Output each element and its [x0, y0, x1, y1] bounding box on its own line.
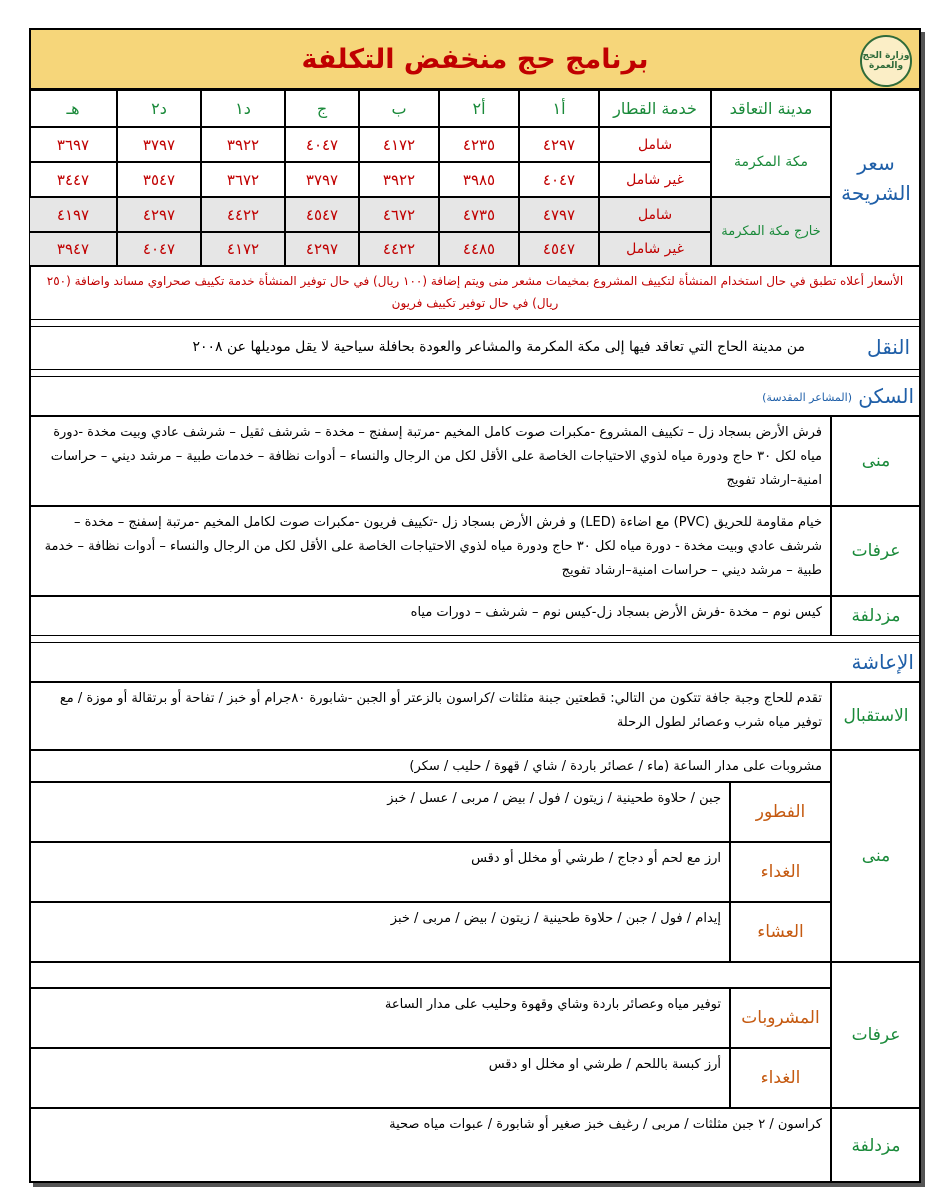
row1-a1: ٤٢٩٧ [519, 127, 599, 162]
row1-h: ٣٦٩٧ [29, 127, 117, 162]
housing-sub: (المشاعر المقدسة) [762, 391, 852, 404]
housing-place-mina: منى [831, 416, 921, 506]
row3-d1: ٤٤٢٢ [201, 197, 285, 232]
header-col-d2: د٢ [117, 90, 201, 127]
row3-h: ٤١٩٧ [29, 197, 117, 232]
row4-h: ٣٩٤٧ [29, 232, 117, 266]
row4-d1: ٤١٧٢ [201, 232, 285, 266]
housing-text-muzdalifah: كيس نوم – مخدة -فرش الأرض بسجاد زل-كيس نوم – شرشف – دورات مياه [29, 596, 831, 636]
row4-b: ٤٤٢٢ [359, 232, 439, 266]
arafat-meal-lunch-text: أرز كبسة باللحم / طرشي او مخلل او دقس [29, 1048, 730, 1108]
catering-muzdalifah-text: كراسون / ٢ جبن مثلثات / مربى / رغيف خبز صغير أو شابورة / عبوات مياه صحية [29, 1108, 831, 1183]
reception-text: تقدم للحاج وجبة جافة تتكون من التالي: قطعتين جبنة مثلثات /كراسون بالزعتر أو الجبن -شابورة ٨٠جرام أو خبز / تفاحة أو برتقالة أو موزة / مع توفير مياه شرب وعصائر لطول الرحلة [29, 682, 831, 750]
row4-a2: ٤٤٨٥ [439, 232, 519, 266]
header-col-h: هـ [29, 90, 117, 127]
row2-service: غير شامل [599, 162, 711, 197]
price-section-label: سعر الشريحة [831, 90, 921, 266]
row2-a1: ٤٠٤٧ [519, 162, 599, 197]
housing-text-mina: فرش الأرض بسجاد زل – تكييف المشروع -مكبرات صوت كامل المخيم -مرتبة إسفنج – مخدة – شرشف ثقيل – شرشف عادي وبيت مخدة -دورة مياه لكل ٣٠ حاج ودورة مياه لذوي الاحتياجات الخاصة على الأقل لكل من الرجال والنساء – أدوات نظافة – خدمات طبية – مرشد ديني – حراسات امنية–ارشاد تفويج [29, 416, 831, 506]
row3-j: ٤٥٤٧ [285, 197, 359, 232]
housing-place-muzdalifah: مزدلفة [831, 596, 921, 636]
row2-h: ٣٤٤٧ [29, 162, 117, 197]
arafat-spacer [29, 962, 831, 988]
city-makkah: مكة المكرمة [711, 127, 831, 197]
row3-a1: ٤٧٩٧ [519, 197, 599, 232]
arafat-meal-lunch-label: الغداء [730, 1048, 831, 1108]
row1-b: ٤١٧٢ [359, 127, 439, 162]
arafat-meal-drinks-text: توفير مياه وعصائر باردة وشاي وقهوة وحليب على مدار الساعة [29, 988, 730, 1048]
housing-header [29, 376, 921, 416]
mina-meal-dinner-text: إيدام / فول / جبن / حلاوة طحينية / زيتون / بيض / مربى / خبز [29, 902, 730, 962]
transport-row [29, 326, 921, 370]
row3-b: ٤٦٧٢ [359, 197, 439, 232]
catering-muzdalifah-label: مزدلفة [831, 1108, 921, 1183]
logo-text: وزارة الحج والعمرة [862, 51, 910, 71]
mina-meal-dinner-label: العشاء [730, 902, 831, 962]
page-title [29, 28, 921, 90]
header-col-d1: د١ [201, 90, 285, 127]
catering-arafat-label: عرفات [831, 962, 921, 1108]
row2-j: ٣٧٩٧ [285, 162, 359, 197]
catering-mina-label: منى [831, 750, 921, 962]
catering-header [29, 642, 921, 682]
transport-label: النقل [867, 335, 910, 359]
row1-a2: ٤٢٣٥ [439, 127, 519, 162]
arafat-meal-drinks-label: المشروبات [730, 988, 831, 1048]
header-col-a2: أ٢ [439, 90, 519, 127]
header-col-b: ب [359, 90, 439, 127]
header-col-a1: أ١ [519, 90, 599, 127]
header-col-j: ج [285, 90, 359, 127]
header-service: خدمة القطار [599, 90, 711, 127]
row1-j: ٤٠٤٧ [285, 127, 359, 162]
row2-a2: ٣٩٨٥ [439, 162, 519, 197]
city-outside-makkah: خارج مكة المكرمة [711, 197, 831, 266]
ministry-logo [860, 35, 912, 87]
row4-j: ٤٢٩٧ [285, 232, 359, 266]
mina-meal-breakfast-text: جبن / حلاوة طحينية / زيتون / فول / بيض / مربى / عسل / خبز [29, 782, 730, 842]
price-note: الأسعار أعلاه تطبق في حال استخدام المنشأة لتكييف المشروع بمخيمات مشعر منى ويتم إضافة (١٠٠ ريال) في حال توفير المنشأة خدمة تكييف صحراوي مساند واضافة (٢٥٠ ريال) في حال توفير تكييف فريون [29, 266, 921, 320]
row1-d2: ٣٧٩٧ [117, 127, 201, 162]
header-city: مدينة التعاقد [711, 90, 831, 127]
housing-place-arafat: عرفات [831, 506, 921, 596]
row1-d1: ٣٩٢٢ [201, 127, 285, 162]
row4-a1: ٤٥٤٧ [519, 232, 599, 266]
row2-d1: ٣٦٧٢ [201, 162, 285, 197]
row1-service: شامل [599, 127, 711, 162]
mina-meal-lunch-label: الغداء [730, 842, 831, 902]
row4-service: غير شامل [599, 232, 711, 266]
page-title-text: برنامج حج منخفض التكلفة [301, 43, 649, 75]
row3-a2: ٤٧٣٥ [439, 197, 519, 232]
row3-d2: ٤٢٩٧ [117, 197, 201, 232]
mina-meal-breakfast-label: الفطور [730, 782, 831, 842]
mina-drinks-text: مشروبات على مدار الساعة (ماء / عصائر باردة / شاي / قهوة / حليب / سكر) [29, 750, 831, 782]
row4-d2: ٤٠٤٧ [117, 232, 201, 266]
transport-text: من مدينة الحاج التي تعاقد فيها إلى مكة المكرمة والمشاعر والعودة بحافلة سياحية لا يقل موديلها عن ٢٠٠٨ [192, 339, 805, 355]
mina-meal-lunch-text: ارز مع لحم أو دجاج / طرشي أو مخلل أو دقس [29, 842, 730, 902]
housing-text-arafat: خيام مقاومة للحريق (PVC) مع اضاءة (LED) و فرش الأرض بسجاد زل -تكييف فريون -مكبرات صوت لكامل المخيم -مرتبة إسفنج – مخدة – شرشف عادي وبيت مخدة - دورة مياه لكل ٣٠ حاج ودورة مياه لذوي الاحتياجات الخاصة على الأقل لكل من الرجال والنساء – أدوات نظافة – خدمة طبية – مرشد ديني – حراسات امنية–ارشاد تفويج [29, 506, 831, 596]
row3-service: شامل [599, 197, 711, 232]
row2-b: ٣٩٢٢ [359, 162, 439, 197]
catering-label: الإعاشة [851, 650, 914, 674]
reception-label: الاستقبال [831, 682, 921, 750]
housing-label: السكن [858, 384, 914, 408]
row2-d2: ٣٥٤٧ [117, 162, 201, 197]
